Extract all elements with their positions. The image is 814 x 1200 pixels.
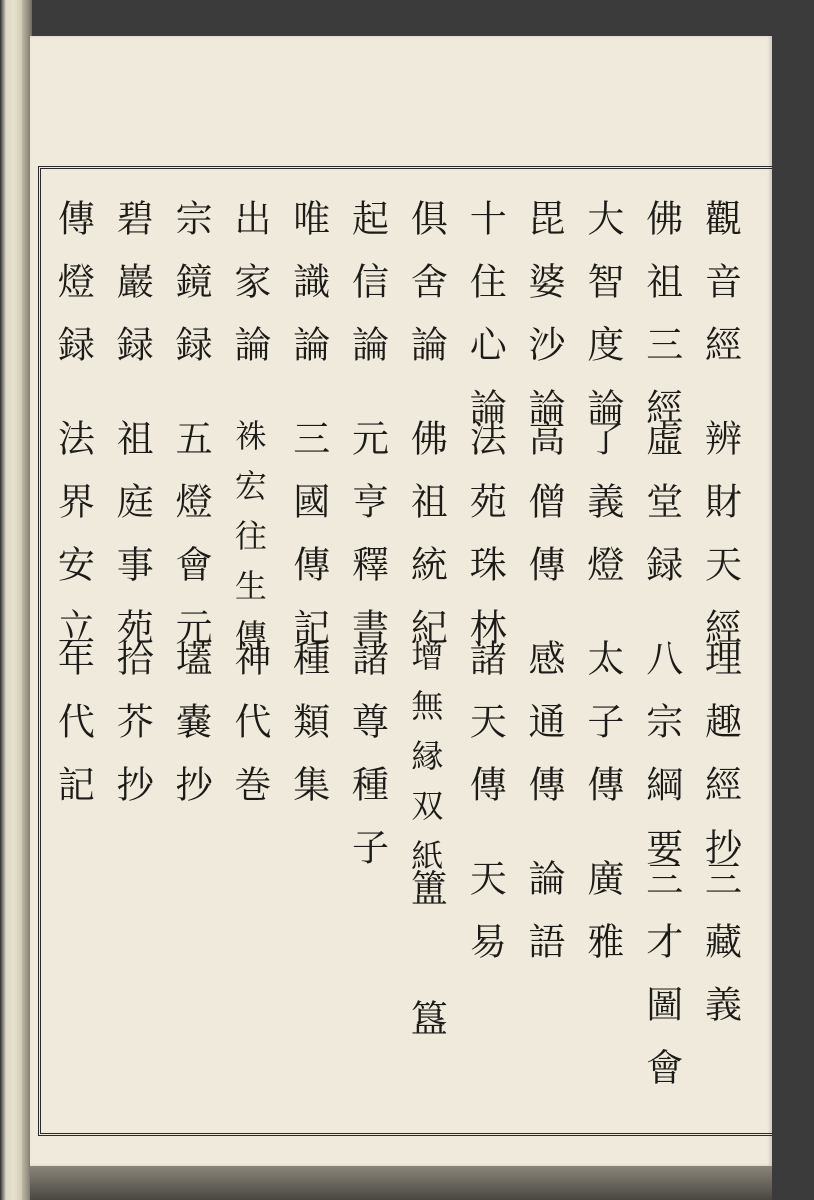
title-entry: 俱舍論 xyxy=(404,199,448,388)
title-entry: 諸尊種子 xyxy=(345,639,389,891)
title-entry: 壒嚢抄 xyxy=(169,639,213,828)
text-column xyxy=(401,169,449,1127)
title-entry: 天易 xyxy=(463,859,507,985)
title-entry: 碧巖録 xyxy=(110,199,154,388)
text-column xyxy=(343,169,391,1127)
text-column xyxy=(225,169,273,1127)
text-column xyxy=(637,169,685,1127)
book-page xyxy=(30,36,772,1166)
title-entry: 廣雅 xyxy=(580,859,624,985)
title-entry: 增無縁双紙 xyxy=(406,639,445,889)
page-bottom-shadow xyxy=(30,1166,772,1200)
text-column xyxy=(107,169,155,1127)
title-entry: 了義燈 xyxy=(580,419,624,608)
title-entry: 三國傳記 xyxy=(286,419,330,671)
title-entry: 種類集 xyxy=(286,639,330,828)
text-columns xyxy=(43,169,749,1127)
text-column xyxy=(166,169,214,1127)
title-entry: 虛堂録 xyxy=(639,419,683,608)
title-entry: 簠 xyxy=(404,869,448,932)
title-entry: 佛祖統紀 xyxy=(404,419,448,671)
text-column xyxy=(519,169,567,1127)
title-entry: 辨財天經 xyxy=(698,419,742,671)
title-entry: 拾芥抄 xyxy=(110,639,154,828)
title-entry: 三藏義 xyxy=(698,859,742,1048)
title-entry: 元亨釋書 xyxy=(345,419,389,671)
title-entry: 年代記 xyxy=(51,639,95,828)
title-entry: 法界安立 xyxy=(51,419,95,671)
text-column xyxy=(578,169,626,1127)
title-entry: 唯識論 xyxy=(286,199,330,388)
title-entry: 法苑珠林 xyxy=(463,419,507,671)
text-frame xyxy=(38,166,776,1136)
text-column xyxy=(48,169,96,1127)
title-entry: 大智度論 xyxy=(580,199,624,451)
title-entry: 三才圖會 xyxy=(639,859,683,1111)
title-entry: 神代巻 xyxy=(227,639,271,828)
text-column xyxy=(696,169,744,1127)
title-entry: 五燈會元 xyxy=(169,419,213,671)
title-entry: 八宗綱要 xyxy=(639,639,683,891)
title-entry: 傳燈録 xyxy=(51,199,95,388)
title-entry: 十住心論 xyxy=(463,199,507,451)
background-edge xyxy=(772,0,814,1200)
title-entry: 起信論 xyxy=(345,199,389,388)
title-entry: 高僧傳 xyxy=(522,419,566,608)
title-entry: 太子傳 xyxy=(580,639,624,828)
title-entry: 袾宏往生傳 xyxy=(229,419,268,669)
title-entry: 毘婆沙論 xyxy=(522,199,566,451)
title-entry: 諸天傳 xyxy=(463,639,507,828)
text-column xyxy=(460,169,508,1127)
title-entry: 祖庭事苑 xyxy=(110,419,154,671)
title-entry: 感通傳 xyxy=(522,639,566,828)
text-column xyxy=(284,169,332,1127)
left-page-edge xyxy=(0,0,22,1200)
title-entry: 宗鏡録 xyxy=(169,199,213,388)
title-entry: 論語 xyxy=(522,859,566,985)
title-entry: 出家論 xyxy=(227,199,271,388)
title-entry: 理趣經抄 xyxy=(698,639,742,891)
title-entry: 佛祖三經 xyxy=(639,199,683,451)
title-entry: 觀音經 xyxy=(698,199,742,388)
title-entry: 簋 xyxy=(404,999,448,1062)
